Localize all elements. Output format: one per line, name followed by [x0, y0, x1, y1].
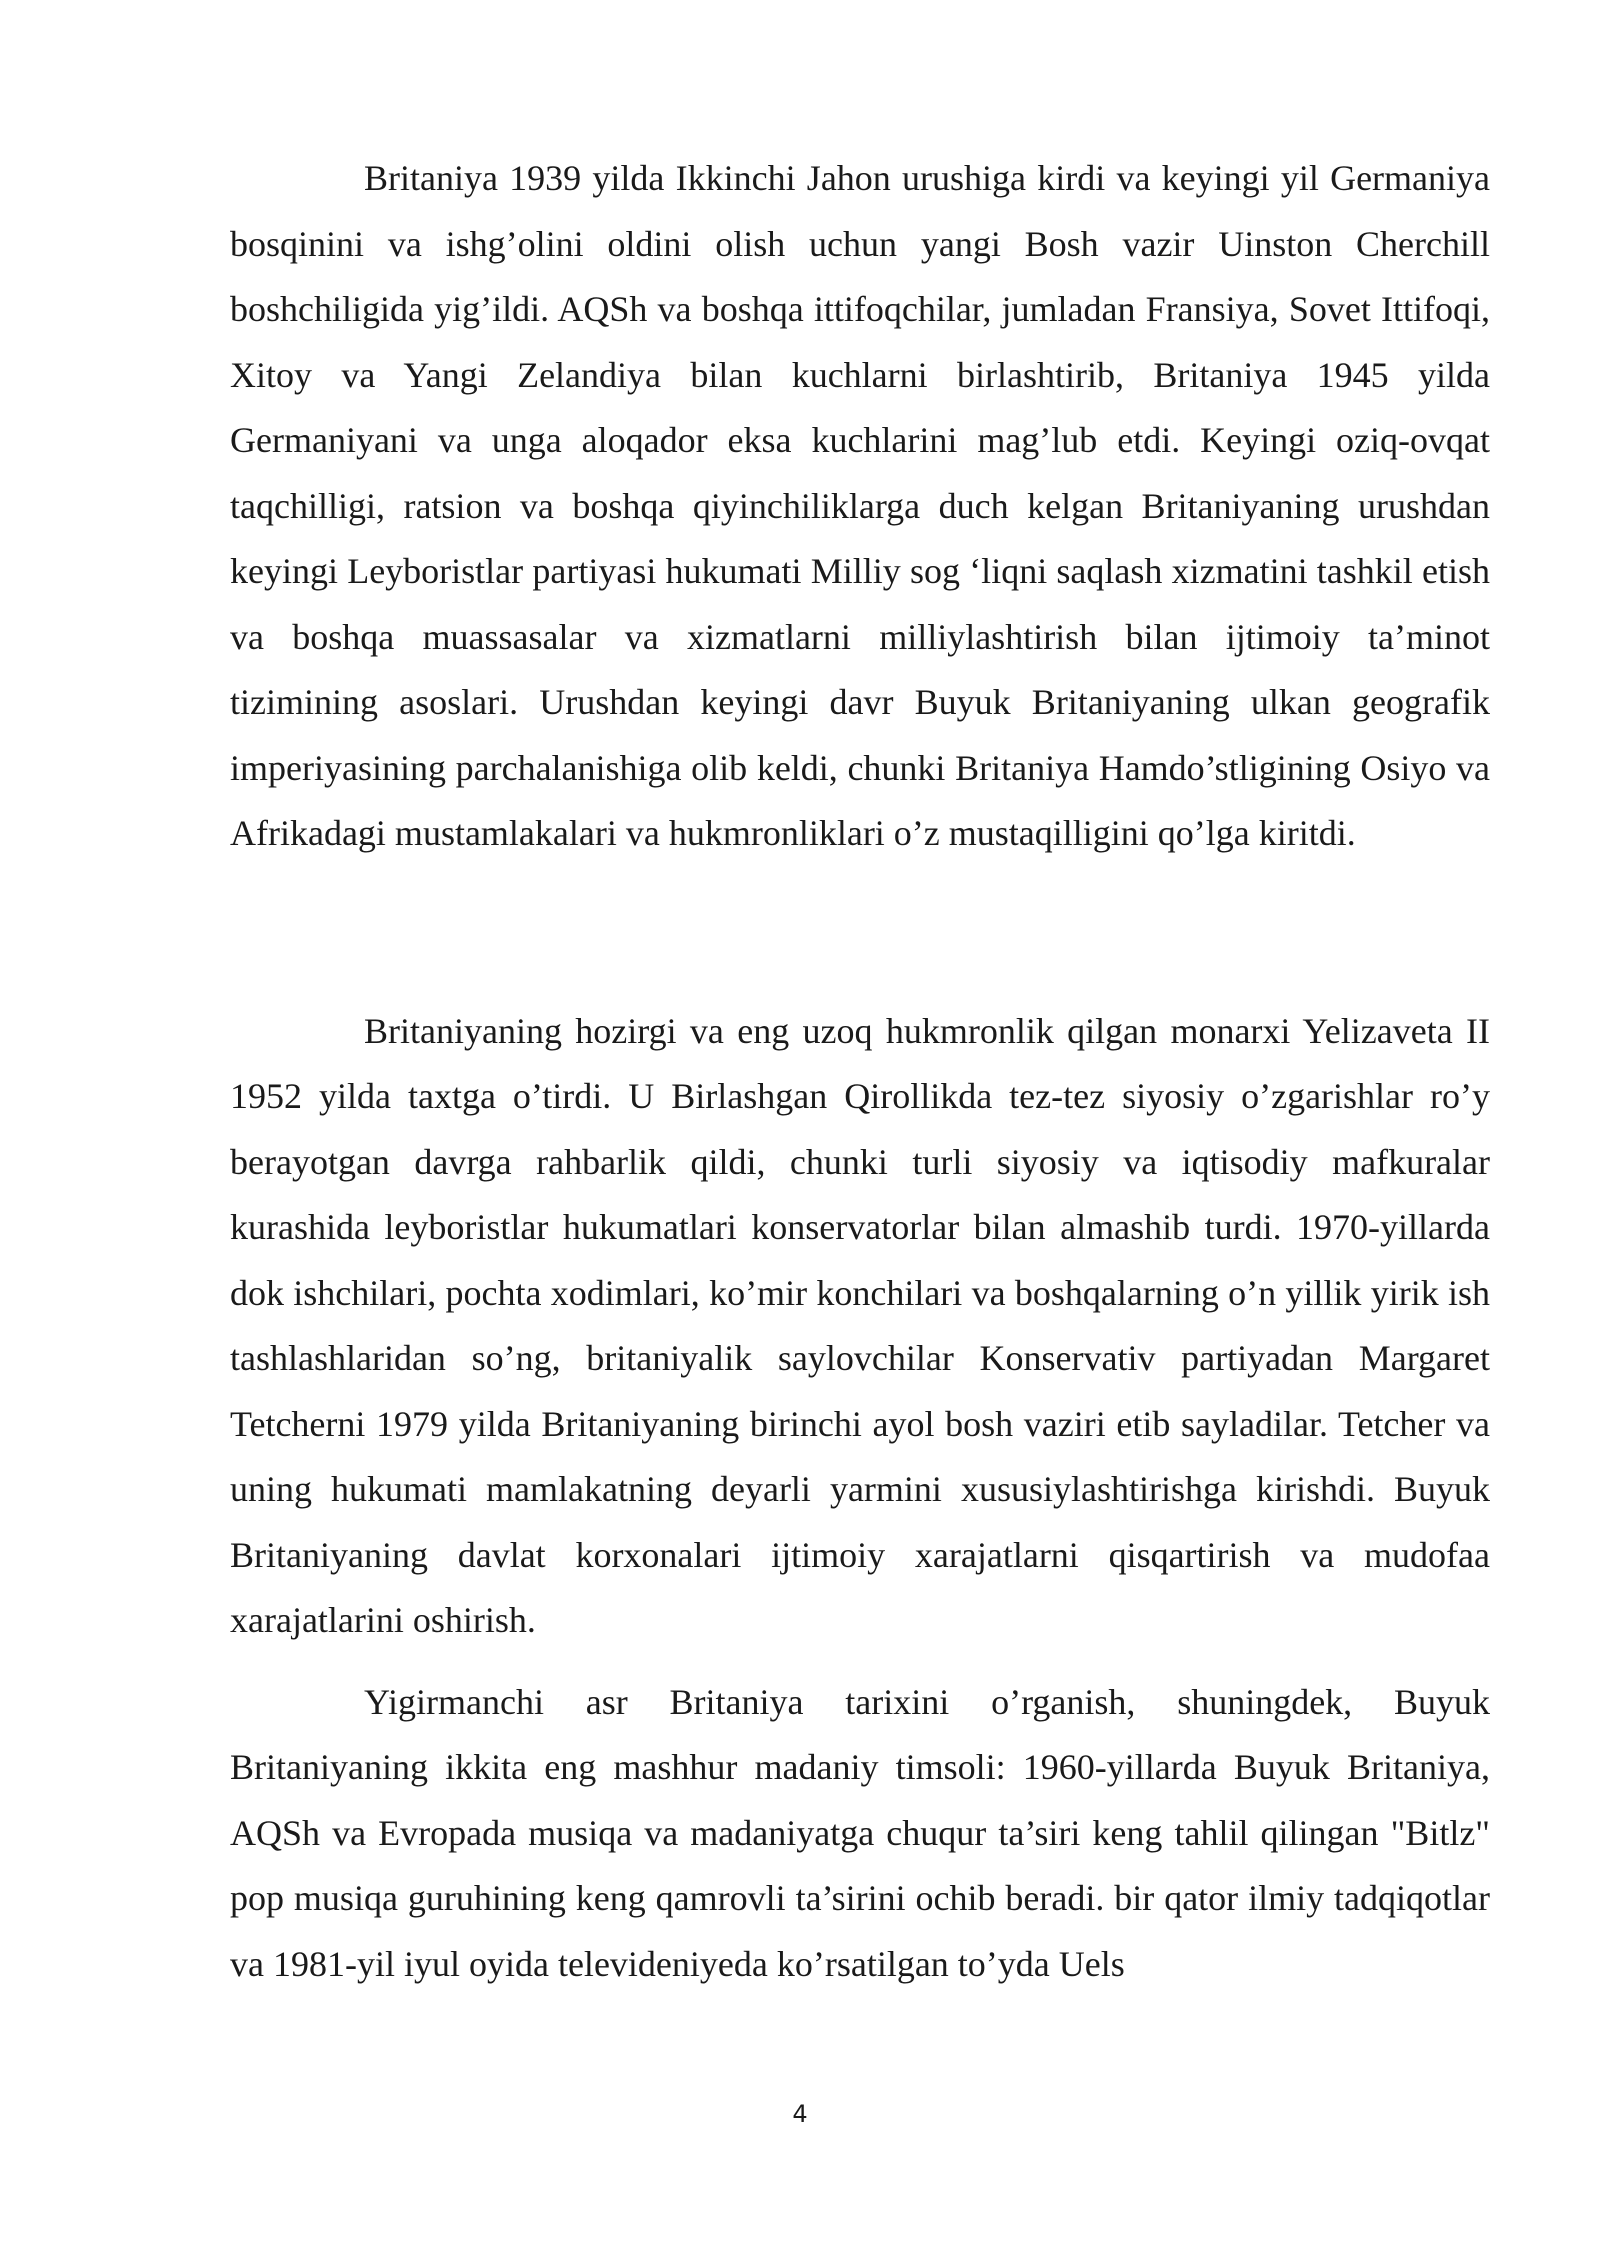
page-body [230, 146, 1490, 1997]
paragraph-elizabeth: Britaniyaning hozirgi va eng uzoq hukmronlik qilgan monarxi Yelizaveta II 1952 yilda taxtga o’tirdi. U Birlashgan Qirollikda tez-tez siyosiy o’zgarishlar ro’y berayotgan davrga rahbarlik qildi, chunki turli siyosiy va iqtisodiy mafkuralar kurashida leyboristlar hukumatlari konservatorlar bilan almashib turdi. 1970-yillarda dok ishchilari, pochta xodimlari, ko’mir konchilari va boshqalarning o’n yillik yirik ish tashlashlaridan so’ng, britaniyalik saylovchilar Konservativ partiyadan Margaret Tetcherni 1979 yilda Britaniyaning birinchi ayol bosh vaziri etib sayladilar. Tetcher va uning hukumati mamlakatning deyarli yarmini xususiylashtirishga kirishdi. Buyuk Britaniyaning davlat korxonalari ijtimoiy xarajatlarni qisqartirish va mudofaa xarajatlarini oshirish. [230, 1010, 1490, 1640]
paragraph-twentieth-century: Yigirmanchi asr Britaniya tarixini o’rganish, shuningdek, Buyuk Britaniyaning ikkita eng mashhur madaniy timsoli: 1960-yillarda Buyuk Britaniya, AQSh va Evropada musiqa va madaniyatga chuqur ta’siri keng tahlil qilingan "Bitlz" pop musiqa guruhining keng qamrovli ta’sirini ochib beradi. bir qator ilmiy tadqiqotlar va 1981-yil iyul oyida televideniyeda ko’rsatilgan to’yda Uels [230, 1681, 1490, 1984]
page-number: 4 [792, 2100, 808, 2128]
paragraph-ww2: Britaniya 1939 yilda Ikkinchi Jahon urushiga kirdi va keyingi yil Germaniya bosqinini va ishg’olini oldini olish uchun yangi Bosh vazir Uinston Cherchill boshchiligida yig’ildi. AQSh va boshqa ittifoqchilar, jumladan Fransiya, Sovet Ittifoqi, Xitoy va Yangi Zelandiya bilan kuchlarni birlashtirib, Britaniya 1945 yilda Germaniyani va unga aloqador eksa kuchlarini mag’lub etdi. Keyingi oziq-ovqat taqchilligi, ratsion va boshqa qiyinchiliklarga duch kelgan Britaniyaning urushdan keyingi Leyboristlar partiyasi hukumati Milliy sog ‘liqni saqlash xizmatini tashkil etish va boshqa muassasalar va xizmatlarni milliylashtirish bilan ijtimoiy ta’minot tizimining asoslari. Urushdan keyingi davr Buyuk Britaniyaning ulkan geografik imperiyasining parchalanishiga olib keldi, chunki Britaniya Hamdo’stligining Osiyo va Afrikadagi mustamlakalari va hukmronliklari o’z mustaqilligini qo’lga kiritdi. [230, 158, 1490, 853]
